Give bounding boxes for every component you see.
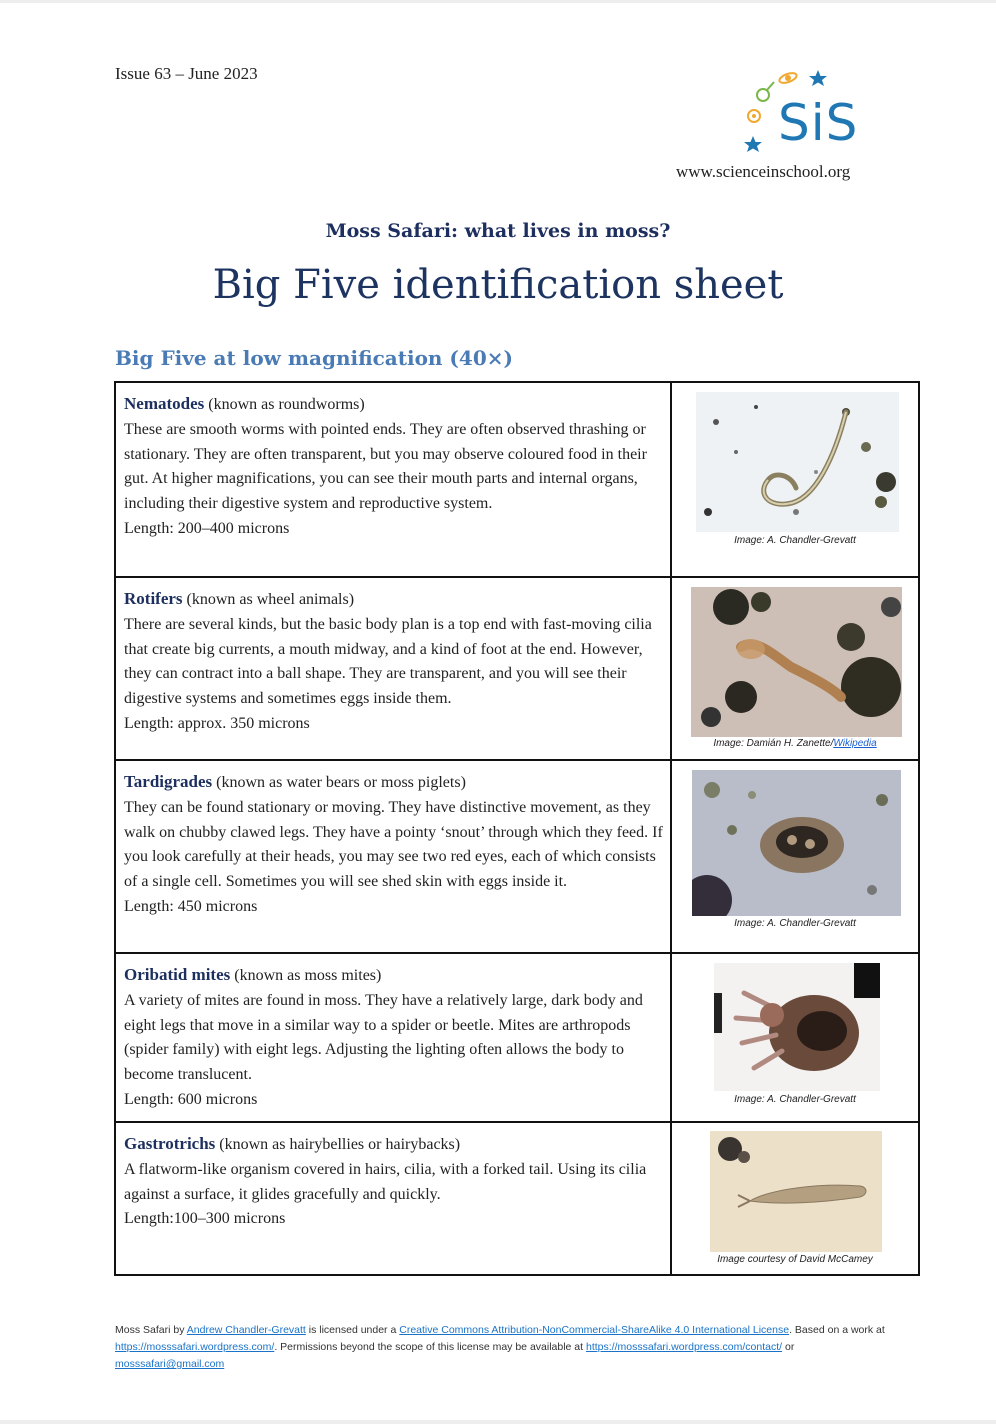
table-row	[116, 578, 918, 761]
image-cell	[672, 383, 918, 578]
table-row	[116, 954, 918, 1123]
organism-name: Tardigrades	[124, 772, 213, 791]
organism-name: Rotifers	[124, 589, 183, 608]
organism-text	[124, 1132, 664, 1232]
image-credit: Image: A. Chandler-Grevatt	[734, 918, 856, 929]
gastrotrich-image-icon	[710, 1131, 882, 1252]
footer-text: . Permissions beyond the scope of this license may be available at	[274, 1341, 586, 1353]
organism-length: Length: 200–400 microns	[124, 519, 290, 537]
organism-text	[124, 587, 664, 737]
organism-name: Gastrotrichs	[124, 1134, 216, 1153]
image-credit: Image: A. Chandler-Grevatt	[734, 535, 856, 546]
issue-label: Issue 63 – June 2023	[115, 64, 258, 83]
organism-alias: (known as hairybellies or hairybacks)	[219, 1136, 461, 1153]
image-credit	[672, 738, 918, 749]
page-title: Big Five identification sheet	[212, 262, 784, 308]
organism-alias: (known as wheel animals)	[186, 591, 355, 608]
image-cell	[672, 1123, 918, 1274]
footer-text: . Based on a work at	[789, 1324, 885, 1336]
image-cell	[672, 578, 918, 761]
contact-link[interactable]: https://mosssafari.wordpress.com/contact/	[585, 1341, 783, 1353]
table-row	[116, 761, 918, 954]
organism-name: Nematodes	[124, 394, 205, 413]
mite-image-icon	[714, 963, 880, 1091]
image-credit: Image: A. Chandler-Grevatt	[734, 1094, 856, 1105]
organism-text	[124, 392, 664, 542]
image-credit: Image courtesy of David McCamey	[717, 1254, 873, 1265]
logo-text: SiS	[778, 94, 859, 152]
organism-alias: (known as water bears or moss piglets)	[216, 774, 466, 791]
section-heading: Big Five at low magnification (40×)	[115, 346, 513, 370]
page-subtitle: Moss Safari: what lives in moss?	[325, 220, 671, 242]
organism-length: Length:100–300 microns	[124, 1210, 286, 1228]
organism-length: Length: approx. 350 microns	[124, 714, 310, 732]
organism-name: Oribatid mites	[124, 965, 231, 984]
organism-alias: (known as roundworms)	[208, 396, 365, 413]
author-link[interactable]: Andrew Chandler-Grevatt	[186, 1324, 306, 1336]
organism-alias: (known as moss mites)	[234, 967, 382, 984]
credit-text: Image: Damián H. Zanette/	[713, 738, 834, 749]
footer-text: Moss Safari by	[115, 1324, 187, 1336]
organism-text	[124, 770, 664, 920]
table-row	[116, 1123, 918, 1274]
image-cell	[672, 954, 918, 1123]
image-cell	[672, 761, 918, 954]
wikipedia-link[interactable]: Wikipedia	[833, 738, 877, 749]
website-link[interactable]: https://mosssafari.wordpress.com/	[115, 1341, 275, 1353]
license-link[interactable]: Creative Commons Attribution-NonCommercial-ShareAlike 4.0 International License	[399, 1324, 790, 1336]
organism-table	[114, 381, 920, 1276]
bottom-border	[0, 1420, 996, 1424]
website-label: www.scienceinschool.org	[676, 162, 851, 181]
organism-description: A variety of mites are found in moss. They have a relatively large, dark body and eight legs that move in a similar way to a spider or beetle. Mites are arthropods (spider family) with eight legs. Adjusting the lighting often allows the body to become translucent.	[124, 991, 643, 1084]
tardigrade-image-icon	[692, 770, 901, 916]
nematode-image-icon	[696, 392, 899, 532]
organism-description: These are smooth worms with pointed ends. They are often observed thrashing or stationary. They are often transparent, but you may observe coloured food in their gut. At higher magnifications, you can see their mouth parts and internal organs, including their digestive system and reproductive system.	[124, 420, 647, 513]
footer-text: or	[782, 1341, 795, 1353]
organism-length: Length: 600 microns	[124, 1090, 258, 1108]
organism-description: A flatworm-like organism covered in hairs, cilia, with a forked tail. Using its cilia against a surface, it glides gracefully and quickly.	[124, 1160, 647, 1203]
license-footer	[115, 1322, 885, 1373]
organism-text	[124, 963, 664, 1113]
organism-description: They can be found stationary or moving. They have distinctive movement, as they walk on chubby clawed legs. They have a pointy ‘snout’ through which they feed. If you look carefully at their heads, you may see two red eyes, each of which consists of a single cell. Sometimes you will see shed skin with eggs inside it.	[124, 798, 663, 891]
rotifer-image-icon	[691, 587, 902, 737]
email-link[interactable]: mosssafari@gmail.com	[115, 1358, 225, 1370]
table-row	[116, 383, 918, 578]
organism-length: Length: 450 microns	[124, 897, 258, 915]
top-border	[0, 0, 996, 3]
organism-description: There are several kinds, but the basic body plan is a top end with fast-moving cilia that create big currents, a mouth midway, and a kind of foot at the end. However, they can contract into a ball shape. They are transparent, and you will see their digestive systems and sometimes eggs inside them.	[124, 615, 652, 708]
footer-text: is licensed under a	[305, 1324, 400, 1336]
